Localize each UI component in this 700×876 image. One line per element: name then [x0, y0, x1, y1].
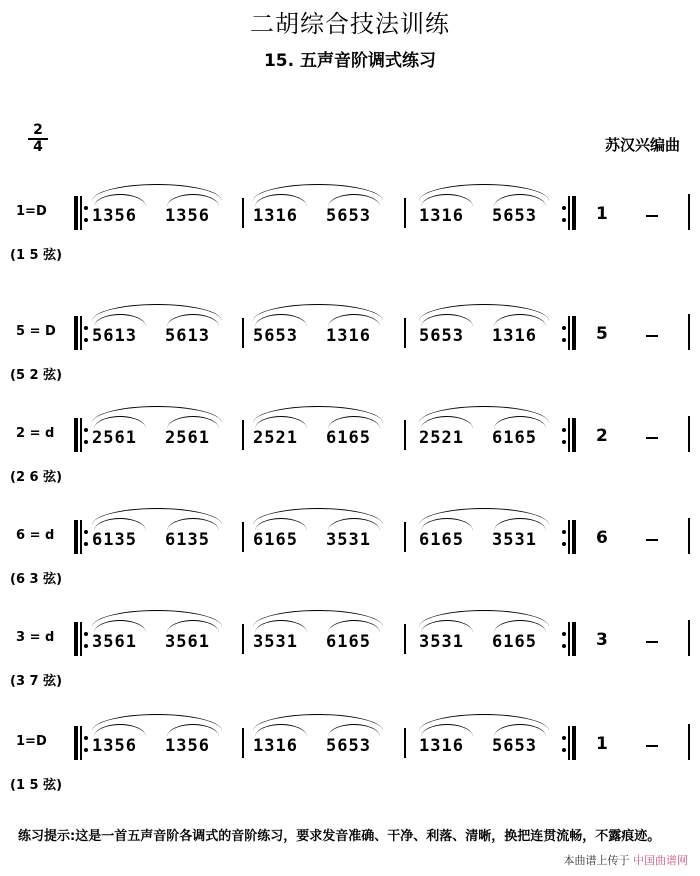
final-note: 3: [596, 630, 608, 650]
repeat-barline-thin: [80, 196, 82, 230]
repeat-barline-thick: [74, 316, 78, 350]
note-group: 3531: [419, 632, 464, 652]
note-group: 5653: [326, 206, 371, 226]
note-group: 1356: [92, 206, 137, 226]
key-signature: 5 = D: [16, 324, 56, 339]
key-signature: 3 = d: [16, 630, 55, 645]
phrase-slur: [419, 508, 549, 525]
end-barline: [688, 724, 690, 760]
repeat-dot: [562, 644, 566, 648]
repeat-barline-thick: [74, 418, 78, 452]
sustain-dash: [646, 437, 658, 439]
note-group: 1316: [253, 206, 298, 226]
repeat-dot: [84, 206, 88, 210]
end-barline: [688, 620, 690, 656]
repeat-dot: [562, 530, 566, 534]
repeat-barline-thick: [572, 726, 576, 760]
practice-tip-text: 这是一首五声音阶各调式的音阶练习，要求发音准确、干净、利落、清晰，换把连贯流畅，不露痕迹。: [75, 829, 661, 844]
repeat-dot: [84, 736, 88, 740]
repeat-dot: [562, 632, 566, 636]
phrase-slur: [253, 184, 383, 201]
note-group: 5653: [419, 326, 464, 346]
note-group: 5613: [165, 326, 210, 346]
end-barline: [688, 416, 690, 452]
note-group: 6165: [492, 428, 537, 448]
barline: [242, 522, 244, 552]
final-note: 5: [596, 324, 608, 344]
page-title: 二胡综合技法训练: [250, 10, 450, 38]
repeat-barline-thick: [74, 520, 78, 554]
barline: [404, 624, 406, 654]
barline: [242, 198, 244, 228]
barline: [404, 522, 406, 552]
repeat-barline-thick: [572, 316, 576, 350]
repeat-barline-thick: [572, 418, 576, 452]
string-label: (1 5 弦): [10, 778, 63, 793]
repeat-barline-thin: [80, 726, 82, 760]
repeat-dot: [84, 428, 88, 432]
note-group: 1316: [492, 326, 537, 346]
repeat-barline-thin: [80, 622, 82, 656]
key-signature: 1=D: [16, 734, 47, 749]
repeat-dot: [562, 428, 566, 432]
phrase-slur: [92, 406, 222, 423]
repeat-barline-thin: [568, 316, 570, 350]
phrase-slur: [253, 406, 383, 423]
key-signature: 1=D: [16, 204, 47, 219]
note-group: 5613: [92, 326, 137, 346]
repeat-barline-thin: [80, 316, 82, 350]
barline: [404, 728, 406, 758]
barline: [404, 198, 406, 228]
phrase-slur: [419, 610, 549, 627]
note-group: 6165: [253, 530, 298, 550]
note-group: 1316: [326, 326, 371, 346]
note-group: 2561: [165, 428, 210, 448]
piece-subtitle: 15. 五声音阶调式练习: [263, 51, 437, 71]
repeat-barline-thin: [80, 418, 82, 452]
repeat-barline-thin: [568, 622, 570, 656]
repeat-dot: [562, 326, 566, 330]
watermark-text: 中国曲谱网: [633, 854, 688, 867]
final-note: 2: [596, 426, 608, 446]
note-group: 3531: [253, 632, 298, 652]
note-group: 1356: [92, 736, 137, 756]
repeat-barline-thin: [568, 726, 570, 760]
note-group: 1316: [419, 206, 464, 226]
barline: [404, 318, 406, 348]
note-group: 3561: [92, 632, 137, 652]
final-note: 1: [596, 204, 608, 224]
repeat-dot: [84, 542, 88, 546]
phrase-slur: [92, 508, 222, 525]
barline: [242, 420, 244, 450]
note-group: 6135: [92, 530, 137, 550]
sustain-dash: [646, 641, 658, 643]
repeat-dot: [562, 440, 566, 444]
barline: [242, 624, 244, 654]
repeat-dot: [84, 748, 88, 752]
phrase-slur: [419, 184, 549, 201]
repeat-barline-thin: [568, 418, 570, 452]
phrase-slur: [253, 610, 383, 627]
sustain-dash: [646, 539, 658, 541]
barline: [242, 728, 244, 758]
note-group: 6165: [326, 428, 371, 448]
repeat-barline-thick: [74, 726, 78, 760]
repeat-dot: [562, 206, 566, 210]
phrase-slur: [419, 406, 549, 423]
time-signature: [28, 124, 48, 154]
note-group: 2521: [253, 428, 298, 448]
note-group: 5653: [492, 736, 537, 756]
practice-tip-label: 练习提示:: [18, 829, 76, 844]
repeat-dot: [562, 542, 566, 546]
phrase-slur: [92, 714, 222, 731]
time-signature-bottom: 4: [33, 139, 43, 155]
repeat-dot: [84, 530, 88, 534]
key-signature: 6 = d: [16, 528, 55, 543]
final-note: 1: [596, 734, 608, 754]
repeat-dot: [562, 736, 566, 740]
note-group: 3531: [492, 530, 537, 550]
note-group: 1316: [419, 736, 464, 756]
sustain-dash: [646, 335, 658, 337]
string-label: (3 7 弦): [10, 674, 63, 689]
phrase-slur: [253, 714, 383, 731]
note-group: 6135: [165, 530, 210, 550]
repeat-dot: [562, 338, 566, 342]
phrase-slur: [92, 610, 222, 627]
phrase-slur: [253, 508, 383, 525]
composer-credit: 苏汉兴编曲: [604, 136, 680, 154]
note-group: 5653: [326, 736, 371, 756]
note-group: 3531: [326, 530, 371, 550]
repeat-barline-thick: [572, 196, 576, 230]
note-group: 5653: [492, 206, 537, 226]
note-group: 3561: [165, 632, 210, 652]
phrase-slur: [419, 304, 549, 321]
repeat-barline-thin: [568, 196, 570, 230]
practice-tip: [18, 825, 688, 849]
phrase-slur: [419, 714, 549, 731]
footer-source: [564, 852, 689, 868]
key-signature: 2 = d: [16, 426, 55, 441]
string-label: (6 3 弦): [10, 572, 63, 587]
phrase-slur: [92, 304, 222, 321]
footer-source-text: 本曲谱上传于: [563, 854, 630, 867]
repeat-barline-thick: [74, 196, 78, 230]
note-group: 1316: [253, 736, 298, 756]
repeat-barline-thick: [572, 520, 576, 554]
barline: [404, 420, 406, 450]
repeat-dot: [84, 338, 88, 342]
string-label: (1 5 弦): [10, 248, 63, 263]
time-signature-top: 2: [33, 122, 43, 138]
note-group: 1356: [165, 206, 210, 226]
repeat-dot: [84, 644, 88, 648]
repeat-dot: [562, 748, 566, 752]
note-group: 6165: [492, 632, 537, 652]
string-label: (2 6 弦): [10, 470, 63, 485]
string-label: (5 2 弦): [10, 368, 63, 383]
note-group: 6165: [419, 530, 464, 550]
end-barline: [688, 518, 690, 554]
end-barline: [688, 194, 690, 230]
end-barline: [688, 314, 690, 350]
repeat-dot: [562, 218, 566, 222]
repeat-barline-thick: [572, 622, 576, 656]
repeat-dot: [84, 218, 88, 222]
note-group: 5653: [253, 326, 298, 346]
note-group: 2561: [92, 428, 137, 448]
phrase-slur: [92, 184, 222, 201]
note-group: 1356: [165, 736, 210, 756]
phrase-slur: [253, 304, 383, 321]
final-note: 6: [596, 528, 608, 548]
sustain-dash: [646, 745, 658, 747]
repeat-barline-thick: [74, 622, 78, 656]
repeat-barline-thin: [568, 520, 570, 554]
repeat-dot: [84, 632, 88, 636]
barline: [242, 318, 244, 348]
sustain-dash: [646, 215, 658, 217]
note-group: 2521: [419, 428, 464, 448]
repeat-barline-thin: [80, 520, 82, 554]
repeat-dot: [84, 440, 88, 444]
note-group: 6165: [326, 632, 371, 652]
repeat-dot: [84, 326, 88, 330]
